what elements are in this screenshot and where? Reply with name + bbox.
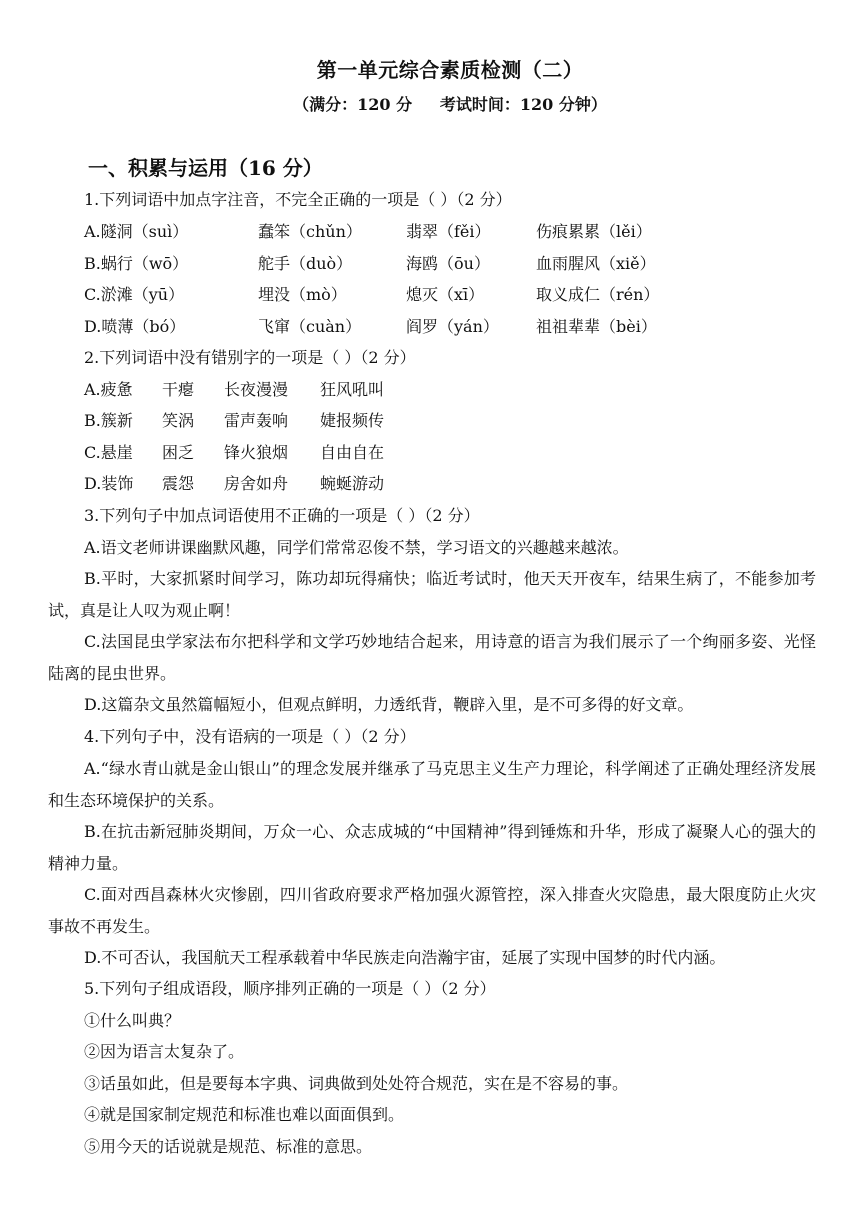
- section-heading: 一、积累与运用（16 分）: [88, 156, 323, 180]
- q1-a-col4: 伤痕累累（lěi）: [536, 222, 652, 241]
- sentence-2: ②因为语言太复杂了。: [84, 1042, 245, 1061]
- question-3-option-b: B.平时，大家抓紧时间学习，陈功却玩得痛快；临近考试时，他天天开夜车，结果生病了，不能参加考试，真是让人叹为观止啊！: [48, 569, 816, 620]
- q2-a-w1: A.疲惫: [84, 380, 133, 399]
- question-3-stem: 3.下列句子中加点词语使用不正确的一项是（ ）（2 分）: [84, 506, 480, 525]
- question-4-option-c: C.面对西昌森林火灾惨剧，四川省政府要求严格加强火源管控，深入排查火灾隐患，最大限度防止火灾事故不再发生。: [48, 885, 816, 936]
- q2-a-w2: 干瘪: [162, 380, 195, 399]
- question-4-stem: 4.下列句子中，没有语病的一项是（ ）（2 分）: [84, 727, 416, 746]
- q1-c-col3: 熄灭（xī）: [406, 285, 485, 304]
- q1-d-col4: 祖祖辈辈（bèi）: [536, 317, 657, 336]
- question-3-option-c: C.法国昆虫学家法布尔把科学和文学巧妙地结合起来，用诗意的语言为我们展示了一个绚丽多姿、光怪陆离的昆虫世界。: [48, 632, 816, 683]
- sentence-5: ⑤用今天的话说就是规范、标准的意思。: [84, 1137, 373, 1156]
- q2-d-w1: D.装饰: [84, 474, 134, 493]
- q2-c-w4: 自由自在: [320, 443, 385, 462]
- q1-b-col2: 舵手（duò）: [258, 254, 353, 273]
- question-1-stem: 1.下列词语中加点字注音，不完全正确的一项是（ ）（2 分）: [84, 190, 512, 209]
- question-4-option-b: B.在抗击新冠肺炎期间，万众一心、众志成城的“中国精神”得到锤炼和升华，形成了凝聚人心的强大的精神力量。: [48, 822, 816, 873]
- sentence-3: ③话虽如此，但是要每本字典、词典做到处处符合规范，实在是不容易的事。: [84, 1074, 629, 1093]
- q2-b-w3: 雷声轰响: [224, 411, 289, 430]
- q1-a-col2: 蠢笨（chǔn）: [258, 222, 362, 241]
- q2-b-w2: 笑涡: [162, 411, 195, 430]
- question-5-stem: 5.下列句子组成语段，顺序排列正确的一项是（ ）（2 分）: [84, 979, 496, 998]
- sentence-1: ①什么叫典？: [84, 1011, 181, 1030]
- q2-a-w3: 长夜漫漫: [224, 380, 289, 399]
- q2-a-w4: 狂风吼叫: [320, 380, 385, 399]
- q2-c-w3: 锋火狼烟: [224, 443, 289, 462]
- exam-info: （满分：120 分 考试时间：120 分钟）: [293, 95, 607, 114]
- sentence-4: ④就是国家制定规范和标准也难以面面俱到。: [84, 1105, 405, 1124]
- question-3-option-a: A.语文老师讲课幽默风趣，同学们常常忍俊不禁，学习语文的兴趣越来越浓。: [84, 538, 629, 557]
- question-3-option-d: D.这篇杂文虽然篇幅短小，但观点鲜明，力透纸背，鞭辟入里，是不可多得的好文章。: [84, 695, 694, 714]
- q2-b-w1: B.簇新: [84, 411, 133, 430]
- q1-c-col4: 取义成仁（rén）: [536, 285, 660, 304]
- question-4-option-d: D.不可否认，我国航天工程承载着中华民族走向浩瀚宇宙，延展了实现中国梦的时代内涵。: [84, 948, 726, 967]
- q2-d-w4: 蜿蜒游动: [320, 474, 385, 493]
- q2-d-w2: 震怨: [162, 474, 195, 493]
- q2-c-w1: C.悬崖: [84, 443, 133, 462]
- q1-c-col1: C.淤滩（yū）: [84, 285, 185, 304]
- q2-b-w4: 婕报频传: [320, 411, 385, 430]
- question-4-option-a: A.“绿水青山就是金山银山”的理念发展并继承了马克思主义生产力理论，科学阐述了正确处理经济发展和生态环境保护的关系。: [48, 759, 816, 810]
- q2-c-w2: 困乏: [162, 443, 195, 462]
- q1-c-col2: 埋没（mò）: [258, 285, 347, 304]
- q1-d-col1: D.喷薄（bó）: [84, 317, 186, 336]
- question-2-stem: 2.下列词语中没有错别字的一项是（ ）（2 分）: [84, 348, 416, 367]
- q1-b-col3: 海鸥（ōu）: [406, 254, 490, 273]
- q1-d-col2: 飞窜（cuàn）: [258, 317, 362, 336]
- q1-d-col3: 阎罗（yán）: [406, 317, 499, 336]
- q1-a-col1: A.隧洞（suì）: [84, 222, 189, 241]
- page-title: 第一单元综合素质检测（二）: [316, 58, 584, 82]
- q1-b-col4: 血雨腥风（xiě）: [536, 254, 656, 273]
- q2-d-w3: 房舍如舟: [224, 474, 289, 493]
- q1-b-col1: B.蜗行（wō）: [84, 254, 189, 273]
- q1-a-col3: 翡翠（fěi）: [406, 222, 491, 241]
